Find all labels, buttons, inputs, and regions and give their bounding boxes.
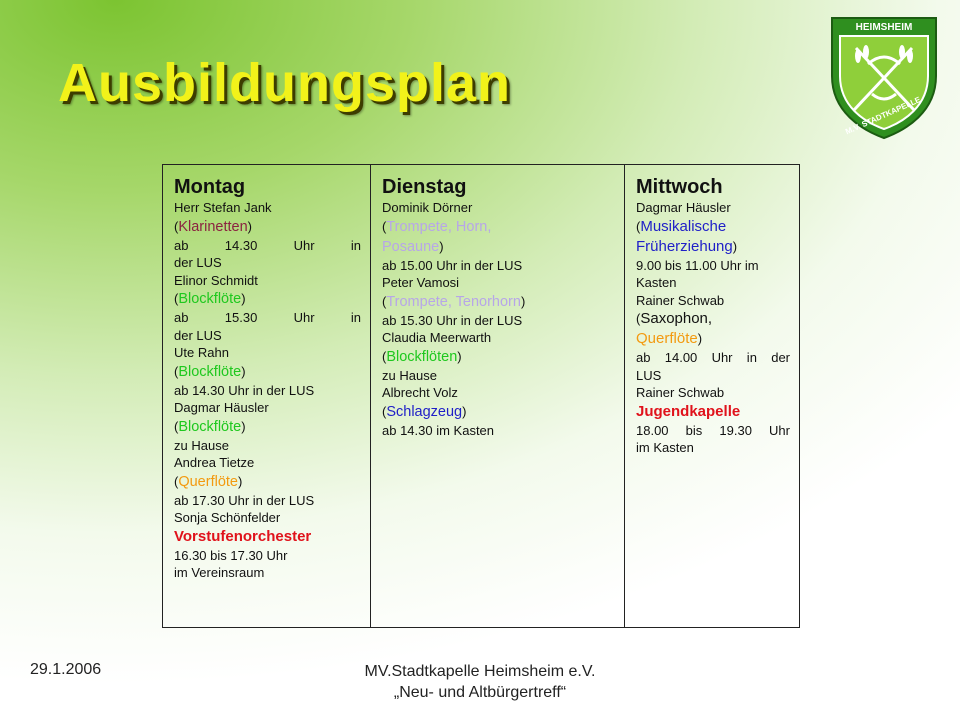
teacher-name: Claudia Meerwarth	[382, 330, 492, 345]
teacher-name: Rainer Schwab	[636, 292, 725, 308]
instrument-line: (Saxophon,	[636, 310, 713, 327]
instrument-name: Blockflöte	[178, 418, 242, 435]
footer-org-line-1: MV.Stadtkapelle Heimsheim e.V.	[364, 663, 596, 680]
teacher-name: Albrecht Volz	[382, 385, 458, 400]
logo-bottom-text: M.V. STADTKAPELLE	[843, 95, 922, 137]
instrument-line: (Querflöte)	[174, 473, 243, 490]
club-crest-logo	[828, 14, 940, 142]
location-line: Kasten	[636, 275, 677, 290]
instrument-name: Klarinetten	[178, 218, 248, 235]
instrument-name: Früherziehung	[636, 237, 733, 255]
teacher-name: Dominik Dörner	[382, 200, 473, 215]
instrument-name: Musikalische	[640, 217, 727, 235]
instrument-name: Querflöte	[178, 473, 238, 490]
location-line: der LUS	[174, 255, 222, 270]
time-line: ab 14.30 im Kasten	[382, 422, 495, 438]
teacher-name: Herr Stefan Jank	[174, 200, 272, 215]
time-line: 18.00 bis 19.30 Uhr	[636, 422, 790, 438]
instrument-line: Posaune)	[382, 238, 444, 255]
teacher-name: Andrea Tietze	[174, 455, 255, 470]
slide-title: Ausbildungsplan	[58, 53, 511, 113]
instrument-line: (Blockflöte)	[174, 418, 246, 435]
location-line: LUS	[636, 367, 662, 383]
time-line: ab 15.30 Uhr in der LUS	[382, 312, 523, 328]
instrument-line: (Schlagzeug)	[382, 403, 467, 420]
time-line: ab 15.30 Uhr in	[174, 310, 361, 325]
instrument-name: Posaune	[382, 238, 440, 255]
instrument-name: Querflöte	[636, 330, 698, 347]
column-tuesday	[370, 165, 624, 627]
teacher-name: Dagmar Häusler	[636, 200, 731, 215]
instrument-line: (Trompete, Horn,	[382, 218, 492, 235]
time-line: ab 15.00 Uhr in der LUS	[382, 257, 523, 273]
teacher-name: Sonja Schönfelder	[174, 510, 281, 525]
column-monday	[163, 165, 370, 627]
instrument-line: Querflöte)	[636, 330, 703, 347]
time-line: ab 14.30 Uhr in der LUS	[174, 382, 315, 398]
instrument-line: (Blockflöten)	[382, 348, 462, 365]
time-line: 9.00 bis 11.00 Uhr im	[636, 257, 759, 273]
instrument-name: Trompete, Horn,	[386, 218, 492, 235]
teacher-name: Rainer Schwab	[636, 385, 725, 400]
instrument-name: Blockflöte	[178, 363, 242, 380]
instrument-line: Früherziehung)	[636, 237, 738, 255]
instrument-name: Blockflöten	[386, 348, 458, 365]
day-heading-wednesday: Mittwoch	[636, 176, 723, 198]
location-line: zu Hause	[174, 437, 229, 453]
ensemble-name: Vorstufenorchester	[174, 527, 312, 545]
teacher-name: Ute Rahn	[174, 345, 229, 360]
column-wednesday	[624, 165, 799, 627]
footer-organization	[300, 661, 660, 703]
instrument-line: (Musikalische	[636, 217, 727, 235]
logo-top-text: HEIMSHEIM	[855, 22, 913, 33]
teacher-name: Peter Vamosi	[382, 275, 460, 290]
instrument-name: Blockflöte	[178, 291, 242, 307]
ensemble-name: Jugendkapelle	[636, 402, 741, 420]
time-line: ab 17.30 Uhr in der LUS	[174, 492, 315, 508]
instrument-name: Trompete, Tenorhorn	[386, 293, 521, 310]
instrument-name: Schlagzeug	[386, 403, 463, 420]
instrument-line: (Blockflöte)	[174, 363, 246, 380]
teacher-name: Dagmar Häusler	[174, 400, 269, 415]
instrument-name: Saxophon,	[640, 310, 713, 327]
footer-date: 29.1.2006	[30, 661, 102, 678]
instrument-line: (Klarinetten)	[174, 218, 253, 235]
location-line: zu Hause	[382, 367, 437, 383]
location-line: im Kasten	[636, 440, 694, 455]
time-line: ab 14.30 Uhr in	[174, 237, 361, 253]
teacher-name: Elinor Schmidt	[174, 272, 258, 288]
instrument-line: (Trompete, Tenorhorn)	[382, 293, 526, 310]
footer-org-line-2: „Neu- und Altbürgertreff“	[393, 684, 567, 701]
schedule-table	[162, 164, 800, 628]
location-line: der LUS	[174, 327, 222, 343]
instrument-line: (Blockflöte)	[174, 291, 246, 307]
day-heading-tuesday: Dienstag	[382, 176, 467, 198]
time-line: 16.30 bis 17.30 Uhr	[174, 547, 288, 563]
location-line: im Vereinsraum	[174, 565, 265, 580]
time-line: ab 14.00 Uhr in der	[636, 350, 790, 365]
day-heading-monday: Montag	[174, 176, 246, 198]
